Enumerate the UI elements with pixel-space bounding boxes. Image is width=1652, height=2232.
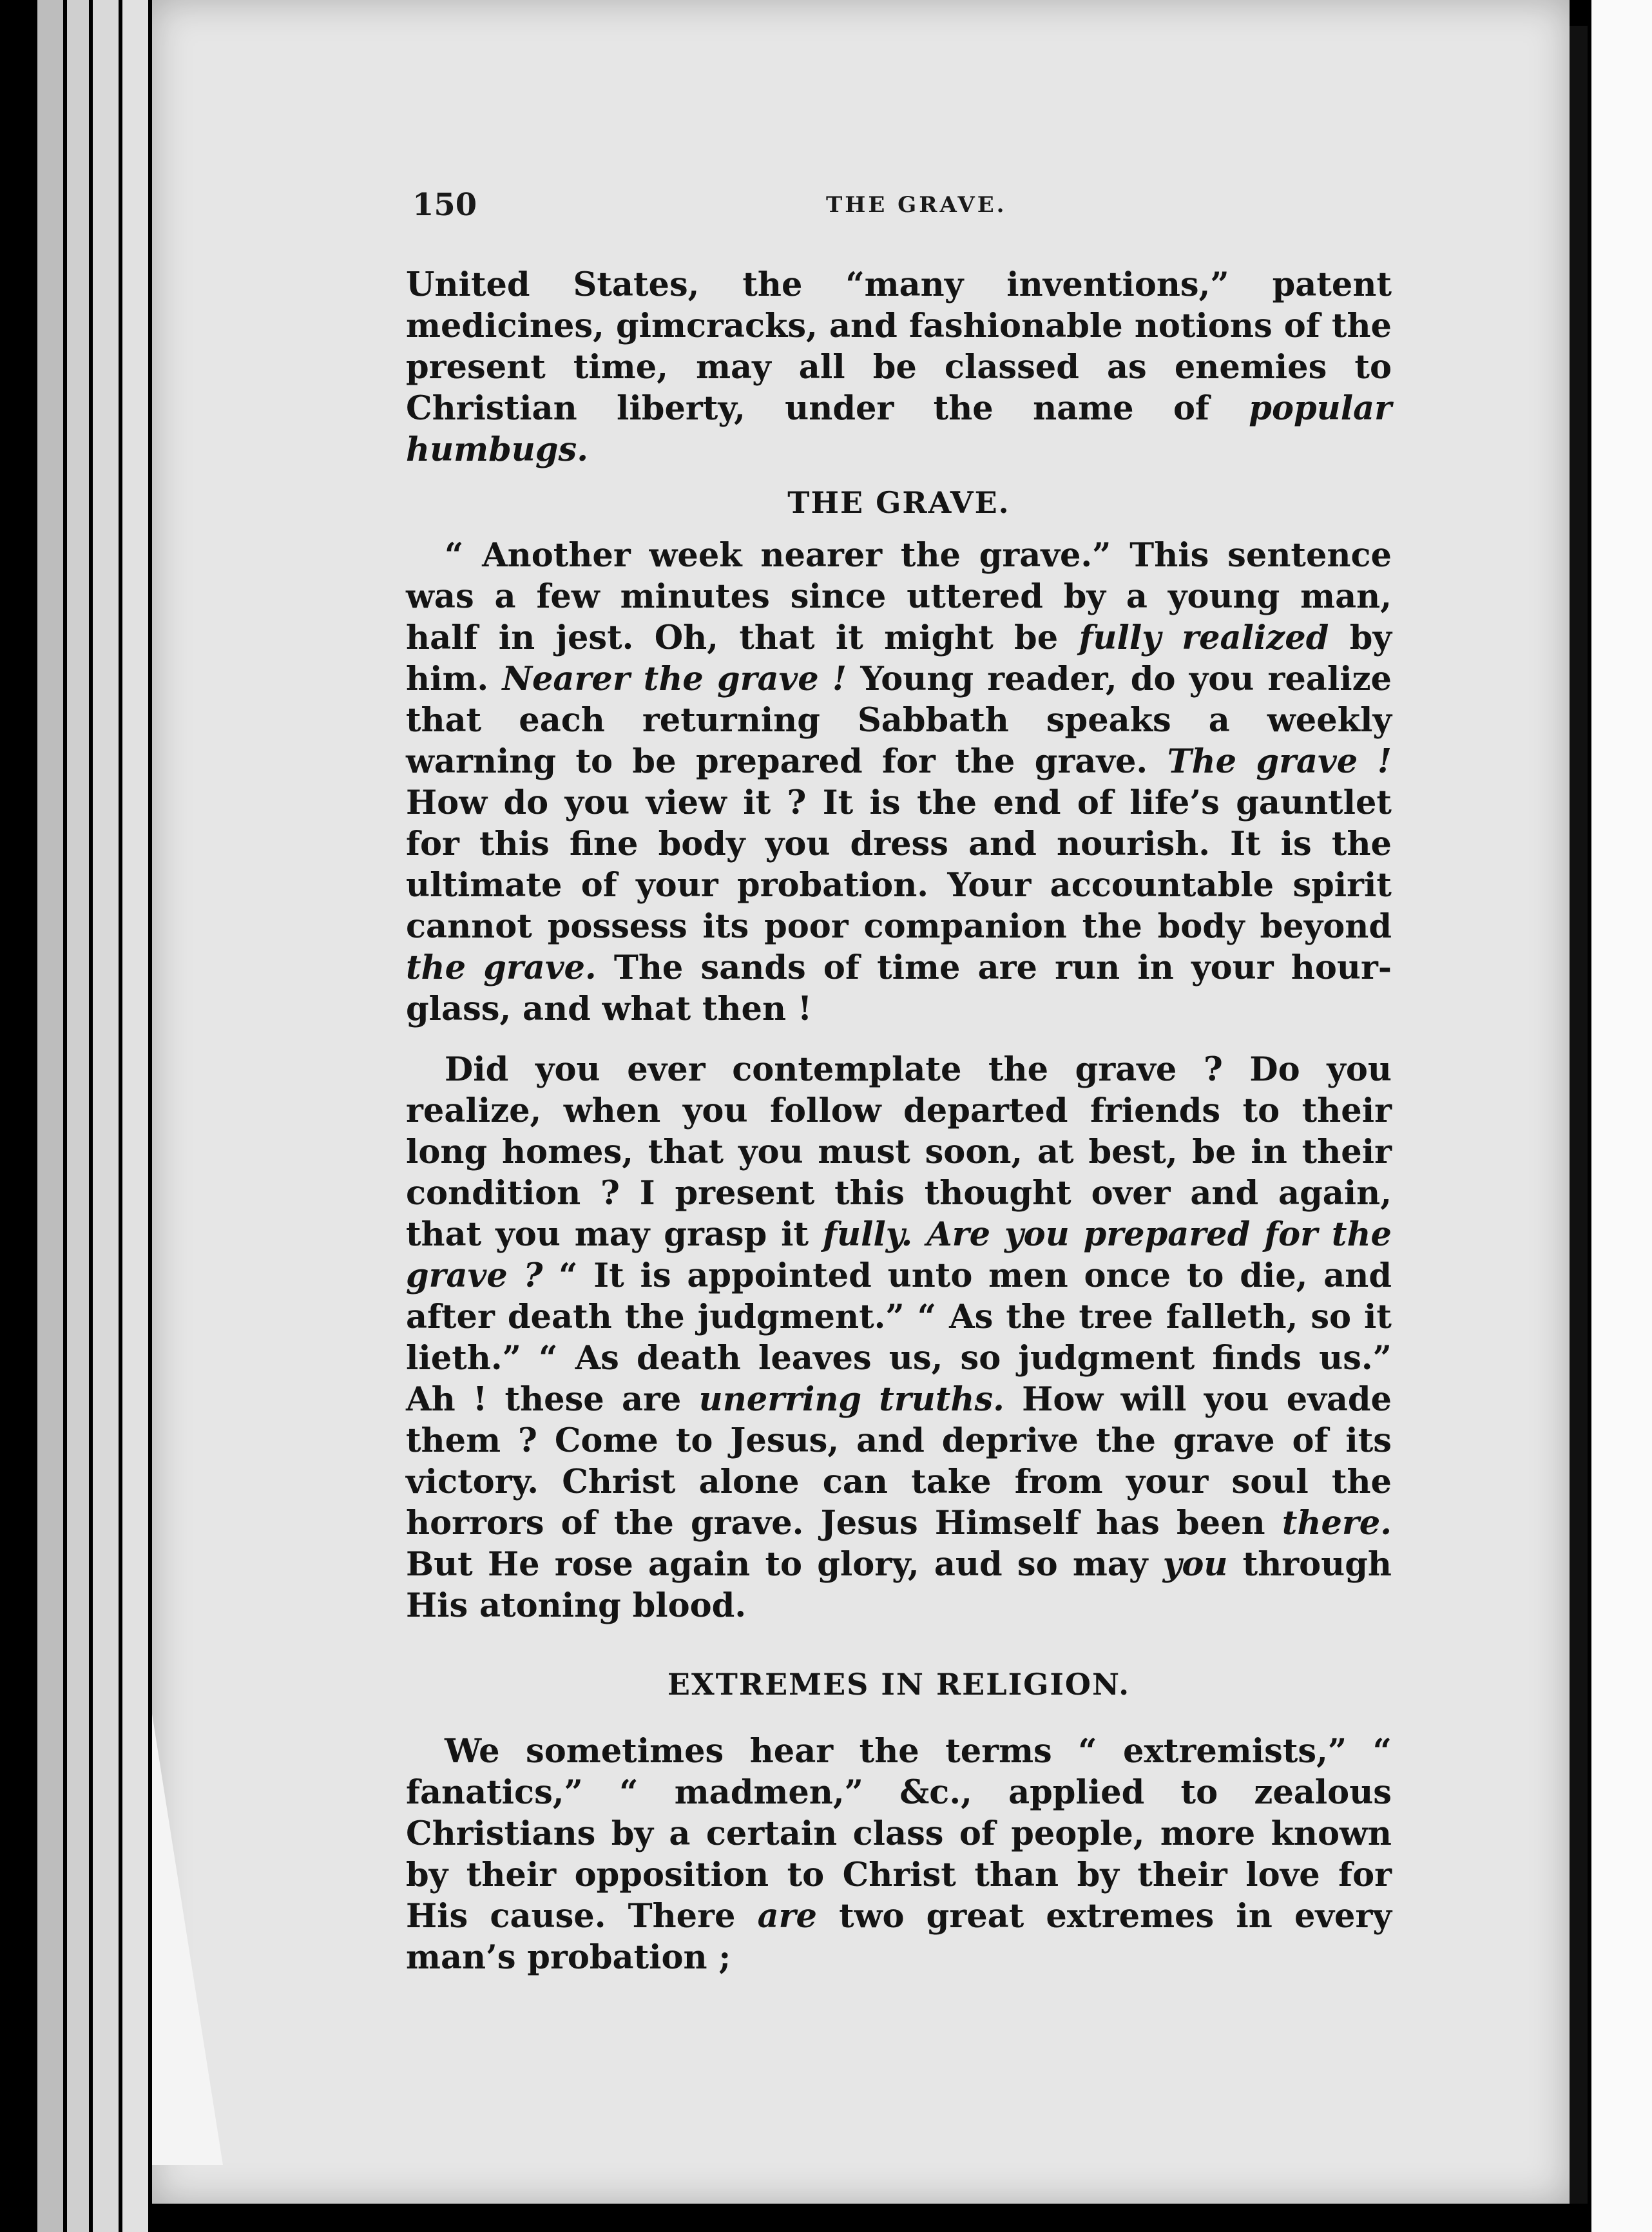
text-run: by him. — [406, 619, 1392, 698]
page-edge — [67, 0, 89, 2232]
grave-paragraph-1 — [406, 535, 1392, 1030]
emphasis-text: fully realized — [1079, 619, 1329, 657]
emphasis-text: you — [1162, 1545, 1228, 1584]
page-edge — [37, 0, 63, 2232]
extremes-paragraph-1 — [406, 1731, 1392, 1978]
text-run: “ It is appointed unto men once to die, and after death the judgment.” “ As the tree falleth, so it lieth.” “ As death leaves us, so judgment finds us.” Ah ! these are — [406, 1256, 1392, 1419]
emphasis-text: The grave ! — [1167, 742, 1392, 781]
text-run: But He rose again to glory, aud so may — [406, 1545, 1148, 1584]
text-run: We sometimes hear the terms “ extremists,” “ fanatics,” “ madmen,” &c., applied to zealous Christians by a certain class of people, more known by their opposition to Christ than by their love for His cause. There — [406, 1732, 1392, 1936]
page-edge — [93, 0, 119, 2232]
emphasis-text: Are you prepared for the grave ? — [406, 1215, 1392, 1295]
text-run: The sands of time are run in your hour-glass, and what then ! — [406, 948, 1392, 1028]
section-heading-the-grave: THE GRAVE. — [787, 485, 1010, 520]
text-run: “ Another week nearer the grave.” This sentence was a few minutes since uttered by a young man, half in jest. Oh, that it might be — [406, 536, 1392, 657]
emphasis-text: there. — [1282, 1504, 1392, 1543]
text-run: Young reader, do you realize that each returning Sabbath speaks a weekly warning to be prepared for the grave. — [406, 660, 1392, 781]
page-shadow — [1570, 26, 1588, 2204]
torn-page-corner — [152, 1714, 223, 2165]
emphasis-text: are — [757, 1897, 817, 1936]
running-head: THE GRAVE. — [826, 192, 1007, 218]
text-run: through His atoning blood. — [406, 1545, 1392, 1625]
body-text — [406, 264, 1392, 1978]
page-number: 150 — [412, 187, 477, 223]
text-run: Did you ever contemplate the grave ? Do you realize, when you follow departed friends to their long homes, that you must soon, at best, be in their condition ? I present this thought over and again, that you may grasp it — [406, 1050, 1392, 1254]
background-strip — [1591, 0, 1652, 2232]
page-edge — [122, 0, 148, 2232]
intro-paragraph — [406, 264, 1392, 470]
text-run: How do you view it ? It is the end of life’s gauntlet for this fine body you dress and nourish. It is the ultimate of your probation. Your accountable spirit cannot possess its poor companion the body beyond — [406, 784, 1392, 946]
section-heading-extremes-in-religion: EXTREMES IN RELIGION. — [667, 1667, 1131, 1702]
page-header — [412, 187, 1379, 238]
emphasis-text: Nearer the grave ! — [502, 660, 847, 698]
text-run: United States, the “many inventions,” patent medicines, gimcracks, and fashionable notions of the present time, may all be classed as enemies to Christian liberty, under the name of — [406, 265, 1392, 428]
emphasis-text: popular humbugs. — [406, 389, 1392, 469]
text-run: two great extremes in every man’s probation ; — [406, 1897, 1392, 1977]
emphasis-text: unerring truths. — [698, 1380, 1004, 1419]
emphasis-text: fully. — [823, 1215, 913, 1254]
grave-paragraph-2 — [406, 1049, 1392, 1626]
text-run: How will you evade them ? Come to Jesus, and deprive the grave of its victory. Christ alone can take from your soul the horrors of the grave. Jesus Himself has been — [406, 1380, 1392, 1543]
emphasis-text: the grave. — [406, 948, 597, 987]
